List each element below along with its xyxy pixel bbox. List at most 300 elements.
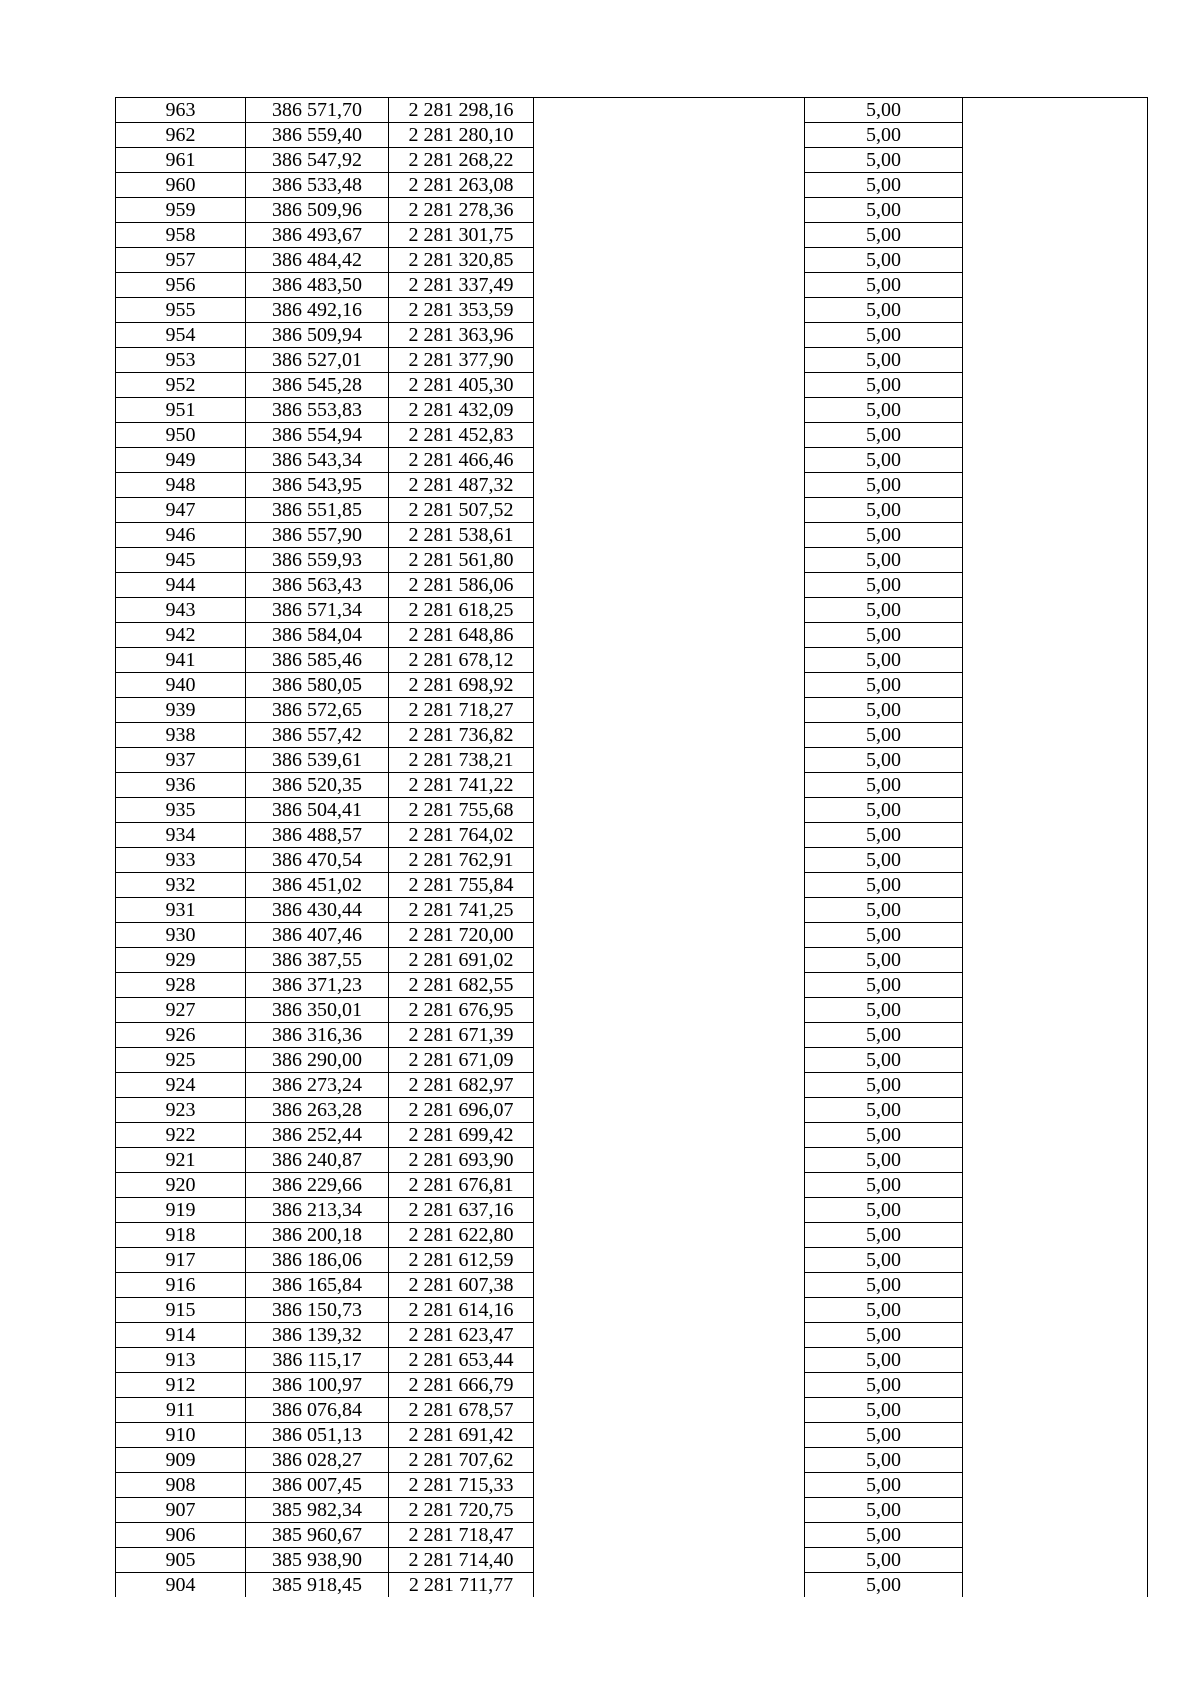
table-row — [116, 798, 1148, 823]
empty-cell — [534, 1398, 805, 1423]
table-row — [116, 223, 1148, 248]
x-coordinate-cell: 386 483,50 — [246, 273, 389, 298]
y-coordinate-cell: 2 281 678,57 — [389, 1398, 534, 1423]
empty-cell — [963, 1573, 1148, 1598]
value-cell: 5,00 — [805, 1198, 963, 1223]
value-cell: 5,00 — [805, 248, 963, 273]
value-cell: 5,00 — [805, 1098, 963, 1123]
value-cell: 5,00 — [805, 1423, 963, 1448]
empty-cell — [963, 398, 1148, 423]
table-row — [116, 123, 1148, 148]
point-number-cell: 908 — [116, 1473, 246, 1498]
point-number-cell: 942 — [116, 623, 246, 648]
table-row — [116, 823, 1148, 848]
empty-cell — [534, 948, 805, 973]
x-coordinate-cell: 386 509,94 — [246, 323, 389, 348]
table-row — [116, 1073, 1148, 1098]
value-cell: 5,00 — [805, 673, 963, 698]
x-coordinate-cell: 386 572,65 — [246, 698, 389, 723]
x-coordinate-cell: 386 007,45 — [246, 1473, 389, 1498]
y-coordinate-cell: 2 281 738,21 — [389, 748, 534, 773]
value-cell: 5,00 — [805, 898, 963, 923]
x-coordinate-cell: 386 200,18 — [246, 1223, 389, 1248]
point-number-cell: 949 — [116, 448, 246, 473]
value-cell: 5,00 — [805, 998, 963, 1023]
table-row — [116, 573, 1148, 598]
value-cell: 5,00 — [805, 123, 963, 148]
table-row — [116, 848, 1148, 873]
value-cell: 5,00 — [805, 948, 963, 973]
empty-cell — [963, 1123, 1148, 1148]
y-coordinate-cell: 2 281 718,27 — [389, 698, 534, 723]
y-coordinate-cell: 2 281 711,77 — [389, 1573, 534, 1598]
y-coordinate-cell: 2 281 762,91 — [389, 848, 534, 873]
empty-cell — [534, 1173, 805, 1198]
x-coordinate-cell: 386 488,57 — [246, 823, 389, 848]
point-number-cell: 906 — [116, 1523, 246, 1548]
x-coordinate-cell: 386 545,28 — [246, 373, 389, 398]
empty-cell — [534, 1223, 805, 1248]
value-cell: 5,00 — [805, 1398, 963, 1423]
x-coordinate-cell: 385 960,67 — [246, 1523, 389, 1548]
point-number-cell: 918 — [116, 1223, 246, 1248]
table-row — [116, 323, 1148, 348]
table-row — [116, 898, 1148, 923]
empty-cell — [534, 798, 805, 823]
y-coordinate-cell: 2 281 320,85 — [389, 248, 534, 273]
value-cell: 5,00 — [805, 1048, 963, 1073]
value-cell: 5,00 — [805, 423, 963, 448]
empty-cell — [534, 648, 805, 673]
point-number-cell: 923 — [116, 1098, 246, 1123]
x-coordinate-cell: 386 229,66 — [246, 1173, 389, 1198]
empty-cell — [534, 198, 805, 223]
value-cell: 5,00 — [805, 1523, 963, 1548]
x-coordinate-cell: 386 527,01 — [246, 348, 389, 373]
table-row — [116, 1198, 1148, 1223]
empty-cell — [963, 723, 1148, 748]
table-row — [116, 1498, 1148, 1523]
x-coordinate-cell: 386 492,16 — [246, 298, 389, 323]
y-coordinate-cell: 2 281 623,47 — [389, 1323, 534, 1348]
empty-cell — [963, 1498, 1148, 1523]
empty-cell — [963, 148, 1148, 173]
table-row — [116, 948, 1148, 973]
point-number-cell: 921 — [116, 1148, 246, 1173]
empty-cell — [534, 1073, 805, 1098]
point-number-cell: 958 — [116, 223, 246, 248]
x-coordinate-cell: 386 150,73 — [246, 1298, 389, 1323]
empty-cell — [534, 1098, 805, 1123]
y-coordinate-cell: 2 281 696,07 — [389, 1098, 534, 1123]
empty-cell — [963, 273, 1148, 298]
y-coordinate-cell: 2 281 755,68 — [389, 798, 534, 823]
point-number-cell: 937 — [116, 748, 246, 773]
empty-cell — [963, 448, 1148, 473]
x-coordinate-cell: 386 559,40 — [246, 123, 389, 148]
empty-cell — [963, 1173, 1148, 1198]
y-coordinate-cell: 2 281 268,22 — [389, 148, 534, 173]
empty-cell — [963, 1423, 1148, 1448]
empty-cell — [963, 573, 1148, 598]
empty-cell — [963, 548, 1148, 573]
x-coordinate-cell: 386 493,67 — [246, 223, 389, 248]
empty-cell — [963, 673, 1148, 698]
x-coordinate-cell: 386 543,34 — [246, 448, 389, 473]
value-cell: 5,00 — [805, 1248, 963, 1273]
value-cell: 5,00 — [805, 973, 963, 998]
empty-cell — [534, 673, 805, 698]
table-row — [116, 148, 1148, 173]
table-row — [116, 523, 1148, 548]
empty-cell — [534, 1498, 805, 1523]
x-coordinate-cell: 386 585,46 — [246, 648, 389, 673]
empty-cell — [534, 148, 805, 173]
value-cell: 5,00 — [805, 1173, 963, 1198]
y-coordinate-cell: 2 281 622,80 — [389, 1223, 534, 1248]
empty-cell — [963, 1073, 1148, 1098]
y-coordinate-cell: 2 281 337,49 — [389, 273, 534, 298]
value-cell: 5,00 — [805, 198, 963, 223]
value-cell: 5,00 — [805, 573, 963, 598]
point-number-cell: 907 — [116, 1498, 246, 1523]
y-coordinate-cell: 2 281 353,59 — [389, 298, 534, 323]
value-cell: 5,00 — [805, 173, 963, 198]
x-coordinate-cell: 386 387,55 — [246, 948, 389, 973]
empty-cell — [963, 173, 1148, 198]
y-coordinate-cell: 2 281 741,22 — [389, 773, 534, 798]
table-row — [116, 423, 1148, 448]
table-row — [116, 998, 1148, 1023]
empty-cell — [534, 1423, 805, 1448]
empty-cell — [534, 1448, 805, 1473]
y-coordinate-cell: 2 281 755,84 — [389, 873, 534, 898]
table-row — [116, 1173, 1148, 1198]
empty-cell — [534, 923, 805, 948]
point-number-cell: 935 — [116, 798, 246, 823]
value-cell: 5,00 — [805, 148, 963, 173]
empty-cell — [963, 973, 1148, 998]
empty-cell — [534, 398, 805, 423]
empty-cell — [534, 1323, 805, 1348]
empty-cell — [963, 873, 1148, 898]
empty-cell — [534, 373, 805, 398]
point-number-cell: 927 — [116, 998, 246, 1023]
value-cell: 5,00 — [805, 548, 963, 573]
x-coordinate-cell: 386 028,27 — [246, 1448, 389, 1473]
empty-cell — [963, 698, 1148, 723]
value-cell: 5,00 — [805, 398, 963, 423]
empty-cell — [963, 1273, 1148, 1298]
coordinates-table-body — [116, 98, 1148, 1598]
point-number-cell: 939 — [116, 698, 246, 723]
empty-cell — [534, 698, 805, 723]
empty-cell — [534, 1198, 805, 1223]
x-coordinate-cell: 386 470,54 — [246, 848, 389, 873]
x-coordinate-cell: 386 263,28 — [246, 1098, 389, 1123]
y-coordinate-cell: 2 281 607,38 — [389, 1273, 534, 1298]
value-cell: 5,00 — [805, 773, 963, 798]
y-coordinate-cell: 2 281 298,16 — [389, 98, 534, 123]
point-number-cell: 933 — [116, 848, 246, 873]
value-cell: 5,00 — [805, 298, 963, 323]
point-number-cell: 960 — [116, 173, 246, 198]
value-cell: 5,00 — [805, 1348, 963, 1373]
point-number-cell: 934 — [116, 823, 246, 848]
value-cell: 5,00 — [805, 223, 963, 248]
empty-cell — [963, 1373, 1148, 1398]
table-row — [116, 648, 1148, 673]
empty-cell — [534, 773, 805, 798]
point-number-cell: 919 — [116, 1198, 246, 1223]
point-number-cell: 922 — [116, 1123, 246, 1148]
y-coordinate-cell: 2 281 363,96 — [389, 323, 534, 348]
point-number-cell: 945 — [116, 548, 246, 573]
empty-cell — [963, 1223, 1148, 1248]
y-coordinate-cell: 2 281 538,61 — [389, 523, 534, 548]
empty-cell — [963, 248, 1148, 273]
empty-cell — [534, 1473, 805, 1498]
empty-cell — [534, 873, 805, 898]
table-row — [116, 623, 1148, 648]
table-row — [116, 198, 1148, 223]
empty-cell — [534, 548, 805, 573]
y-coordinate-cell: 2 281 648,86 — [389, 623, 534, 648]
empty-cell — [963, 523, 1148, 548]
table-row — [116, 873, 1148, 898]
y-coordinate-cell: 2 281 586,06 — [389, 573, 534, 598]
value-cell: 5,00 — [805, 323, 963, 348]
empty-cell — [534, 173, 805, 198]
empty-cell — [963, 923, 1148, 948]
x-coordinate-cell: 386 430,44 — [246, 898, 389, 923]
table-row — [116, 1423, 1148, 1448]
table-row — [116, 1048, 1148, 1073]
y-coordinate-cell: 2 281 671,39 — [389, 1023, 534, 1048]
value-cell: 5,00 — [805, 473, 963, 498]
empty-cell — [534, 1148, 805, 1173]
empty-cell — [534, 323, 805, 348]
y-coordinate-cell: 2 281 715,33 — [389, 1473, 534, 1498]
point-number-cell: 944 — [116, 573, 246, 598]
y-coordinate-cell: 2 281 676,95 — [389, 998, 534, 1023]
y-coordinate-cell: 2 281 301,75 — [389, 223, 534, 248]
empty-cell — [963, 1198, 1148, 1223]
point-number-cell: 910 — [116, 1423, 246, 1448]
y-coordinate-cell: 2 281 263,08 — [389, 173, 534, 198]
empty-cell — [534, 98, 805, 123]
value-cell: 5,00 — [805, 598, 963, 623]
table-row — [116, 1098, 1148, 1123]
empty-cell — [534, 1023, 805, 1048]
table-row — [116, 1523, 1148, 1548]
table-row — [116, 173, 1148, 198]
y-coordinate-cell: 2 281 764,02 — [389, 823, 534, 848]
table-row — [116, 298, 1148, 323]
empty-cell — [963, 1023, 1148, 1048]
value-cell: 5,00 — [805, 1148, 963, 1173]
value-cell: 5,00 — [805, 1498, 963, 1523]
value-cell: 5,00 — [805, 748, 963, 773]
y-coordinate-cell: 2 281 452,83 — [389, 423, 534, 448]
y-coordinate-cell: 2 281 682,97 — [389, 1073, 534, 1098]
empty-cell — [534, 423, 805, 448]
empty-cell — [963, 298, 1148, 323]
value-cell: 5,00 — [805, 648, 963, 673]
y-coordinate-cell: 2 281 653,44 — [389, 1348, 534, 1373]
value-cell: 5,00 — [805, 1123, 963, 1148]
table-row — [116, 98, 1148, 123]
x-coordinate-cell: 386 571,70 — [246, 98, 389, 123]
y-coordinate-cell: 2 281 720,00 — [389, 923, 534, 948]
y-coordinate-cell: 2 281 432,09 — [389, 398, 534, 423]
point-number-cell: 912 — [116, 1373, 246, 1398]
x-coordinate-cell: 386 547,92 — [246, 148, 389, 173]
y-coordinate-cell: 2 281 487,32 — [389, 473, 534, 498]
x-coordinate-cell: 386 076,84 — [246, 1398, 389, 1423]
table-row — [116, 348, 1148, 373]
table-row — [116, 398, 1148, 423]
point-number-cell: 916 — [116, 1273, 246, 1298]
empty-cell — [963, 1248, 1148, 1273]
empty-cell — [963, 948, 1148, 973]
x-coordinate-cell: 386 509,96 — [246, 198, 389, 223]
table-row — [116, 723, 1148, 748]
y-coordinate-cell: 2 281 377,90 — [389, 348, 534, 373]
y-coordinate-cell: 2 281 698,92 — [389, 673, 534, 698]
point-number-cell: 954 — [116, 323, 246, 348]
point-number-cell: 938 — [116, 723, 246, 748]
empty-cell — [963, 198, 1148, 223]
empty-cell — [963, 1298, 1148, 1323]
point-number-cell: 926 — [116, 1023, 246, 1048]
point-number-cell: 950 — [116, 423, 246, 448]
empty-cell — [534, 1548, 805, 1573]
point-number-cell: 930 — [116, 923, 246, 948]
empty-cell — [963, 623, 1148, 648]
empty-cell — [963, 1048, 1148, 1073]
point-number-cell: 952 — [116, 373, 246, 398]
point-number-cell: 920 — [116, 1173, 246, 1198]
empty-cell — [963, 1323, 1148, 1348]
x-coordinate-cell: 386 186,06 — [246, 1248, 389, 1273]
value-cell: 5,00 — [805, 98, 963, 123]
table-row — [116, 1248, 1148, 1273]
x-coordinate-cell: 386 371,23 — [246, 973, 389, 998]
empty-cell — [963, 498, 1148, 523]
empty-cell — [963, 373, 1148, 398]
point-number-cell: 915 — [116, 1298, 246, 1323]
point-number-cell: 941 — [116, 648, 246, 673]
table-row — [116, 548, 1148, 573]
table-row — [116, 1223, 1148, 1248]
table-row — [116, 673, 1148, 698]
table-row — [116, 1148, 1148, 1173]
empty-cell — [534, 748, 805, 773]
x-coordinate-cell: 386 539,61 — [246, 748, 389, 773]
table-row — [116, 773, 1148, 798]
coordinates-table — [115, 97, 1148, 1597]
value-cell: 5,00 — [805, 698, 963, 723]
empty-cell — [963, 773, 1148, 798]
x-coordinate-cell: 385 938,90 — [246, 1548, 389, 1573]
y-coordinate-cell: 2 281 507,52 — [389, 498, 534, 523]
x-coordinate-cell: 386 571,34 — [246, 598, 389, 623]
table-row — [116, 273, 1148, 298]
x-coordinate-cell: 386 407,46 — [246, 923, 389, 948]
empty-cell — [963, 1523, 1148, 1548]
y-coordinate-cell: 2 281 741,25 — [389, 898, 534, 923]
point-number-cell: 961 — [116, 148, 246, 173]
value-cell: 5,00 — [805, 623, 963, 648]
table-row — [116, 448, 1148, 473]
table-row — [116, 498, 1148, 523]
point-number-cell: 932 — [116, 873, 246, 898]
value-cell: 5,00 — [805, 1298, 963, 1323]
point-number-cell: 946 — [116, 523, 246, 548]
empty-cell — [534, 898, 805, 923]
value-cell: 5,00 — [805, 448, 963, 473]
empty-cell — [963, 473, 1148, 498]
point-number-cell: 951 — [116, 398, 246, 423]
y-coordinate-cell: 2 281 676,81 — [389, 1173, 534, 1198]
point-number-cell: 947 — [116, 498, 246, 523]
empty-cell — [534, 973, 805, 998]
table-row — [116, 1373, 1148, 1398]
value-cell: 5,00 — [805, 1273, 963, 1298]
table-row — [116, 1123, 1148, 1148]
table-row — [116, 1298, 1148, 1323]
empty-cell — [963, 798, 1148, 823]
empty-cell — [963, 423, 1148, 448]
x-coordinate-cell: 386 165,84 — [246, 1273, 389, 1298]
x-coordinate-cell: 385 982,34 — [246, 1498, 389, 1523]
point-number-cell: 905 — [116, 1548, 246, 1573]
empty-cell — [534, 473, 805, 498]
y-coordinate-cell: 2 281 405,30 — [389, 373, 534, 398]
point-number-cell: 913 — [116, 1348, 246, 1373]
empty-cell — [963, 598, 1148, 623]
empty-cell — [534, 848, 805, 873]
table-row — [116, 1548, 1148, 1573]
empty-cell — [963, 748, 1148, 773]
empty-cell — [534, 623, 805, 648]
x-coordinate-cell: 386 213,34 — [246, 1198, 389, 1223]
empty-cell — [534, 1298, 805, 1323]
y-coordinate-cell: 2 281 678,12 — [389, 648, 534, 673]
x-coordinate-cell: 386 553,83 — [246, 398, 389, 423]
empty-cell — [963, 823, 1148, 848]
empty-cell — [534, 223, 805, 248]
point-number-cell: 909 — [116, 1448, 246, 1473]
y-coordinate-cell: 2 281 466,46 — [389, 448, 534, 473]
x-coordinate-cell: 386 115,17 — [246, 1348, 389, 1373]
table-row — [116, 748, 1148, 773]
x-coordinate-cell: 386 350,01 — [246, 998, 389, 1023]
table-row — [116, 1023, 1148, 1048]
y-coordinate-cell: 2 281 666,79 — [389, 1373, 534, 1398]
value-cell: 5,00 — [805, 1023, 963, 1048]
empty-cell — [534, 448, 805, 473]
empty-cell — [534, 1573, 805, 1598]
point-number-cell: 963 — [116, 98, 246, 123]
empty-cell — [534, 1248, 805, 1273]
empty-cell — [534, 1348, 805, 1373]
value-cell: 5,00 — [805, 1073, 963, 1098]
value-cell: 5,00 — [805, 1323, 963, 1348]
empty-cell — [963, 648, 1148, 673]
empty-cell — [534, 523, 805, 548]
